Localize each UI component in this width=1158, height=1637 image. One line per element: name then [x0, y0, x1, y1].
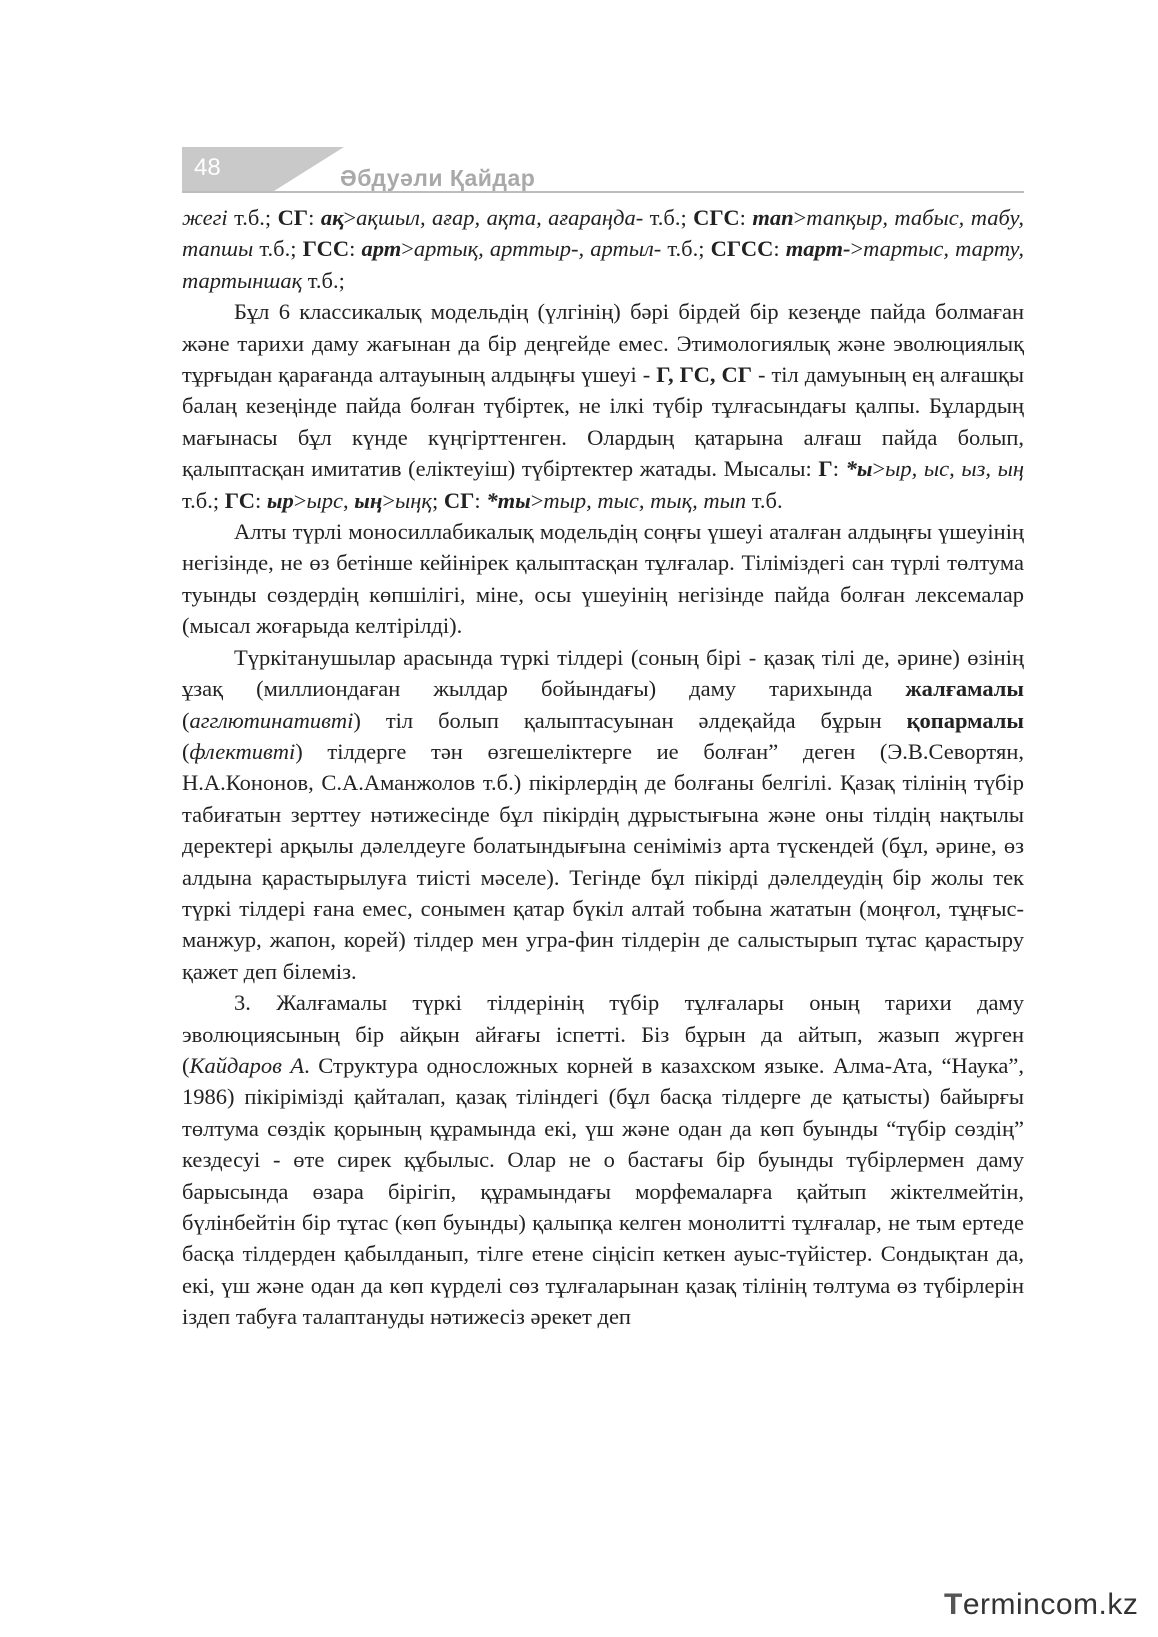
text-run: : — [474, 487, 487, 513]
text-run: > — [293, 487, 307, 513]
text-run: т.б.; — [182, 487, 225, 513]
text-run: ; — [431, 487, 444, 513]
text-run: > — [530, 487, 544, 513]
body-text — [182, 202, 1024, 1333]
text-run: т.б.; — [227, 205, 278, 230]
text-run: > — [401, 236, 414, 262]
text-run: Түркітанушылар арасында түркі тілдері (соның бірі - қазақ тілі де, әрине) өзінің ұзақ (миллиондаған жылдар бойындағы) даму тарихында — [182, 644, 1024, 702]
text-run: ( — [182, 738, 190, 764]
text-run: т.б.; — [643, 205, 694, 230]
text-run: : — [308, 205, 321, 230]
text-run: т.б. — [746, 487, 783, 513]
text-run: Бұл 6 классикалық модельдің (үлгінің) бәрі бірдей бір кезеңде пайда болмаған және тарихи даму жағынан да бір деңгейде емес. Этимологиялық және эволюциялық тұрғыдан қарағанда алтауының алдыңғы үшеуі - — [182, 299, 1024, 388]
logo-text: ermincom.kz — [962, 1588, 1139, 1621]
text-run: тыр, тыс, тық, тып — [543, 487, 747, 513]
text-run: тартыс, тарту, тартыншақ — [182, 236, 1025, 293]
paragraph — [182, 516, 1024, 642]
text-run: қопармалы — [906, 707, 1024, 733]
text-run: СГС — [693, 205, 740, 230]
text-run: артық, арттыр-, артыл- — [413, 236, 662, 262]
text-run: *ты — [486, 487, 531, 513]
paragraph — [182, 296, 1024, 516]
text-run: тап — [752, 205, 794, 230]
logo-t-mark: T — [944, 1588, 963, 1621]
text-run: ырс — [306, 487, 343, 513]
text-run: жалғамалы — [905, 676, 1024, 702]
text-run: ) тіл болып қалыптасуынан әлдеқайда бұрын — [353, 707, 907, 733]
page-tab-wedge — [274, 147, 344, 191]
paragraph — [182, 202, 1024, 296]
text-run: ыңқ — [395, 487, 432, 513]
text-run: Г — [818, 456, 833, 482]
text-run: : — [739, 205, 753, 230]
text-run: , — [342, 487, 355, 513]
text-run: : — [832, 456, 846, 482]
text-run: ГС — [224, 487, 255, 513]
running-header — [182, 147, 1024, 193]
text-run: т.б.; — [661, 236, 711, 262]
text-run: т.б.; — [302, 267, 345, 293]
header-rule — [182, 191, 1024, 193]
text-run: флективті — [189, 738, 296, 764]
text-run: ыр — [266, 487, 294, 513]
text-run: ( — [182, 707, 190, 733]
text-run: > — [793, 205, 807, 230]
text-run: > — [850, 236, 864, 262]
text-run: ыр, ыс, ыз, ың — [885, 456, 1024, 482]
text-run: > — [343, 205, 357, 230]
text-run: арт — [361, 236, 402, 262]
text-run: ) тілдерге тән өзгешеліктерге ие болған” деген (Э.В.Севортян, Н.А.Кононов, С.А.Аманжолов т.б.) пікірлердің де болғаны белгілі. Қазақ тілінің түбір табиғатын зерттеу нәтижесінде бұл пікірдің дұрыстығына және оны тілдің нақтылы деректері арқылы дәлелдеуге болатындығына сеніміміз арта түскендей (бұл, әрине, өз алдына қарастырылуға тиісті мәселе). Тегінде бұл пікірді дәлелдеудің бір жолы тек түркі тілдері ғана емес, сонымен қатар бүкіл алтай тобына жататын (моңғол, тұңғыс-манжур, жапон, корей) тілдер мен угра-фин тілдерін де салыстырып тұтас қарастыру қажет деп білеміз. — [182, 738, 1024, 984]
text-run: ың — [354, 487, 383, 513]
text-run: 3. Жалғамалы түркі тілдерінің түбір тұлғалары оның тарихи даму эволюциясының бір айқын айғағы іспетті. Біз бұрын да айтып, жазып жүрген ( — [182, 990, 1024, 1078]
text-run: . Структура односложных корней в казахском языке. Алма-Ата, “Наука”, 1986) пікірімізді қайталап, қазақ тіліндегі (бұл басқа тілдерге де қатысты) байырғы төлтума сөздік қорының құрамында екі, үш және одан да көп буынды “түбір сөздің” кездесуі - өте сирек құбылыс. Олар не о бастағы бір буынды түбірлермен даму барысында өзара бірігіп, құрамындағы морфемаларға қайтып жіктелмейтін, бүлінбейтін бір тұтас (көп буынды) қалыпқа келген монолитті тұлғалар, не тым ертеде басқа тілдерден қабылданып, тілге етене сіңісіп кеткен ауыс-түйістер. Сондықтан да, екі, үш және одан да көп күрделі сөз тұлғаларынан қазақ тілінің төлтума өз түбірлерін іздеп табуға талаптануды нәтижесіз әрекет деп — [182, 1052, 1024, 1330]
text-run: ақ — [320, 205, 344, 230]
text-run: ГСС — [302, 236, 350, 262]
text-run: ақшыл, ағар, ақта, ағараңда- — [356, 205, 644, 230]
text-run: > — [382, 487, 396, 513]
text-run: : — [773, 236, 786, 262]
text-run: СГ — [277, 205, 309, 230]
text-run: жегі — [182, 205, 228, 230]
page-number: 48 — [194, 154, 221, 181]
text-run: тапқыр, табыс, табу, тапшы — [182, 205, 1024, 262]
text-run: тарт- — [785, 236, 851, 262]
running-header-author: Әбдуәли Қайдар — [340, 165, 536, 191]
text-run: СГСС — [710, 236, 774, 262]
text-run: Алты түрлі моносиллабикалық модельдің соңғы үшеуі аталған алдыңғы үшеуінің негізінде, не өз бетінше кейінірек қалыптасқан тұлғалар. Тіліміздегі сан түрлі төлтума туынды сөздердің көпшілігі, міне, осы үшеуінің негізінде пайда болған лексемалар (мысал жоғарыда келтірілді). — [182, 519, 1024, 639]
paragraph — [182, 642, 1024, 987]
text-run: Г, ГС, СГ — [656, 362, 753, 388]
text-run: *ы — [845, 456, 873, 482]
text-run: : — [255, 487, 267, 513]
text-run: > — [872, 456, 886, 482]
site-watermark-logo — [944, 1588, 1138, 1622]
text-run: - тіл дамуының ең алғашқы балаң кезеңінде пайда болған түбіртек, не ілкі түбір тұлғасындағы қалпы. Бұлардың мағынасы бұл күнде күңгірттенген. Олардың қатарына алғаш пайда болып, қалыптасқан имитатив (еліктеуіш) түбіртектер жатады. Мысалы: — [182, 362, 1024, 482]
text-run: Кайдаров А — [189, 1052, 305, 1078]
paragraph — [182, 987, 1024, 1332]
text-run: агглютинативті — [189, 707, 354, 733]
text-run: СГ — [443, 487, 475, 513]
text-run: : — [349, 236, 362, 262]
text-run: т.б.; — [253, 236, 303, 262]
